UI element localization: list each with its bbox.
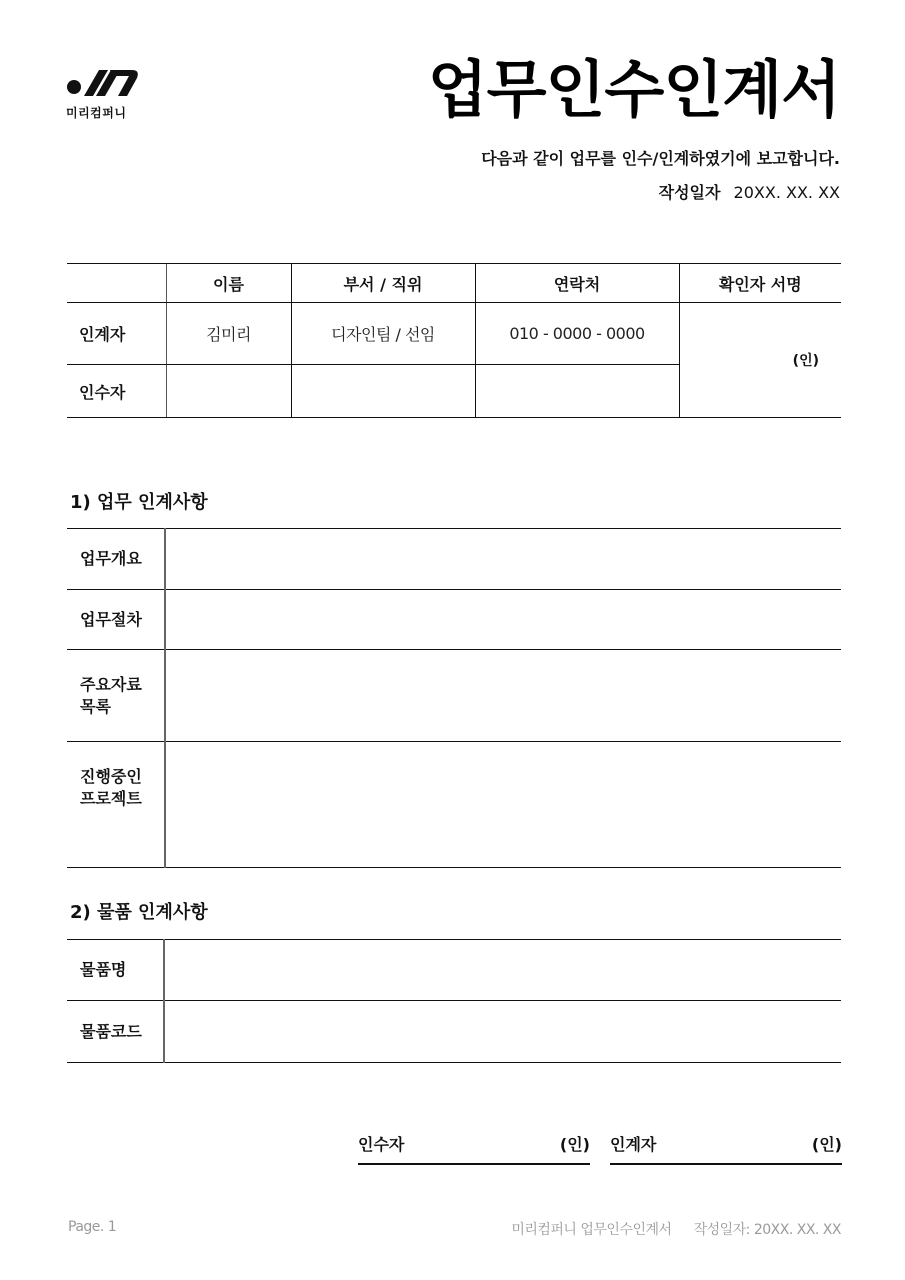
row-label-giver: 인계자 xyxy=(67,303,166,365)
receiver-seal-mark: (인) xyxy=(559,1135,590,1154)
row-label: 물품명 xyxy=(67,940,164,1001)
section-title-work: 1) 업무 인계사항 xyxy=(70,492,208,513)
label-line: 주요자료 xyxy=(80,674,142,694)
row-label-receiver: 인수자 xyxy=(67,365,166,418)
company-logo xyxy=(66,66,156,121)
table-row xyxy=(67,742,841,868)
ongoing-projects-field[interactable] xyxy=(165,742,841,868)
personnel-table xyxy=(67,263,841,418)
receiver-signature-line[interactable] xyxy=(358,1132,590,1165)
label-line: 프로젝트 xyxy=(80,788,142,808)
row-label: 물품코드 xyxy=(67,1001,164,1063)
date-label: 작성일자 xyxy=(658,183,721,202)
table-row xyxy=(67,1001,841,1063)
signature-cell[interactable]: (인) xyxy=(679,303,841,418)
table-header-row xyxy=(67,264,841,303)
row-label: 업무절차 xyxy=(67,590,165,650)
work-overview-field[interactable] xyxy=(165,529,841,590)
items-handover-table xyxy=(67,939,841,1063)
label-line: 목록 xyxy=(80,696,111,716)
date-line xyxy=(659,180,840,203)
giver-contact-cell[interactable]: 010 - 0000 - 0000 xyxy=(475,303,679,365)
label-line: 진행중인 xyxy=(80,767,142,786)
section-title-items: 2) 물품 인계사항 xyxy=(70,902,208,923)
footer-doc-name: 미리컴퍼니 업무인수인계서 xyxy=(511,1222,672,1238)
header-name: 이름 xyxy=(166,264,291,303)
header-signature: 확인자 서명 xyxy=(679,264,841,303)
giver-signature-line[interactable] xyxy=(610,1132,842,1165)
receiver-label: 인수자 xyxy=(358,1135,405,1154)
header-blank xyxy=(67,264,166,303)
table-row xyxy=(67,940,841,1001)
receiver-contact-cell[interactable] xyxy=(475,365,679,418)
table-row xyxy=(67,590,841,650)
row-label: 업무개요 xyxy=(67,529,165,590)
company-logo-icon xyxy=(66,66,140,98)
giver-dept-cell[interactable]: 디자인팀 / 선임 xyxy=(291,303,475,365)
table-row xyxy=(67,650,841,742)
row-label xyxy=(67,650,165,742)
footer-info xyxy=(511,1219,841,1239)
giver-seal-mark: (인) xyxy=(811,1135,842,1154)
page-title: 업무인수인계서 xyxy=(427,53,840,126)
page-number: Page. 1 xyxy=(68,1219,117,1235)
giver-name-cell[interactable]: 김미리 xyxy=(166,303,291,365)
receiver-name-cell[interactable] xyxy=(166,365,291,418)
table-row xyxy=(67,529,841,590)
header-contact: 연락처 xyxy=(475,264,679,303)
giver-label: 인계자 xyxy=(610,1135,657,1154)
table-row xyxy=(67,303,841,365)
key-materials-field[interactable] xyxy=(165,650,841,742)
work-procedure-field[interactable] xyxy=(165,590,841,650)
subtitle: 다음과 같이 업무를 인수/인계하였기에 보고합니다. xyxy=(481,149,840,168)
row-label xyxy=(67,742,165,868)
company-name: 미리컴퍼니 xyxy=(66,106,127,120)
footer-date: 작성일자: 20XX. XX. XX xyxy=(693,1222,841,1238)
signature-area xyxy=(358,1132,842,1165)
receiver-dept-cell[interactable] xyxy=(291,365,475,418)
work-handover-table xyxy=(67,528,841,868)
item-name-field[interactable] xyxy=(164,940,841,1001)
header-dept: 부서 / 직위 xyxy=(291,264,475,303)
date-value[interactable]: 20XX. XX. XX xyxy=(733,183,840,202)
item-code-field[interactable] xyxy=(164,1001,841,1063)
